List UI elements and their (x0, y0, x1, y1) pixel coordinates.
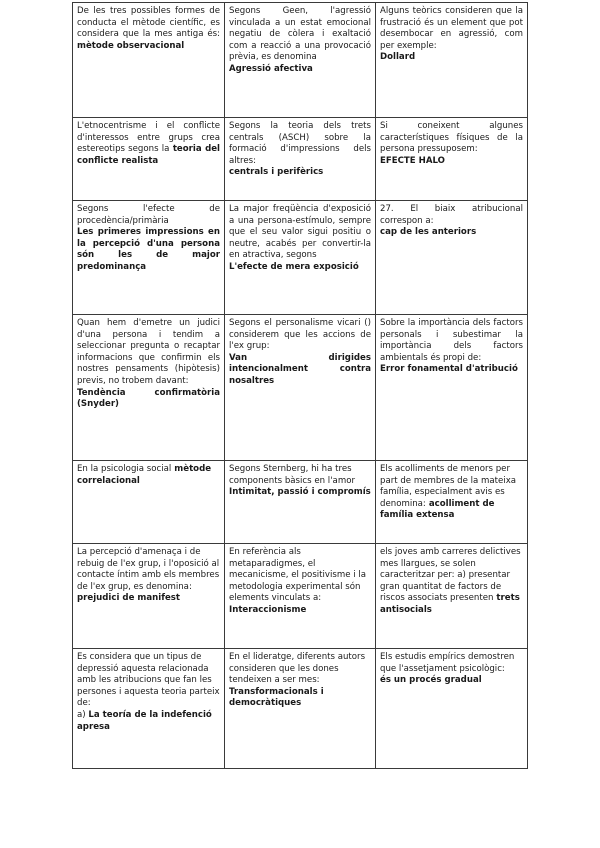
question-text: Els estudis empírics demostren que l'assetjament psicològic: (380, 652, 515, 674)
answer-text: La teoría de la indefenció apresa (77, 709, 212, 732)
table-cell (73, 315, 225, 461)
question-text: 27. El biaix atribucional correspon a: (380, 204, 523, 226)
table-row (73, 649, 528, 769)
answer-text: Van dirigides intencionalment contra nosaltres (229, 352, 371, 386)
question-text: L'etnocentrisme i el conflicte d'interessos entre grups crea estereotips segons la (77, 121, 220, 155)
table-row (73, 315, 528, 461)
table-row (73, 201, 528, 315)
answer-text: L'efecte de mera exposició (229, 261, 359, 272)
question-text: La major freqüència d'exposició a una persona-estímulo, sempre que el seu valor sigui positiu o neutre, acabés per convertir-la en atractiva, segons (229, 204, 371, 261)
table-cell (73, 118, 225, 201)
table-cell (225, 544, 376, 649)
answer-text: Tendència confirmatòria (Snyder) (77, 387, 220, 410)
answer-text: EFECTE HALO (380, 155, 445, 166)
table-row (73, 461, 528, 544)
answer-text: Dollard (380, 52, 416, 63)
answer-prefix: a) (77, 709, 89, 720)
table-cell (376, 649, 528, 769)
answer-text: Transformacionals i democràtiques (229, 686, 324, 709)
answer-text: teoria del conflicte realista (77, 144, 220, 166)
table-cell (376, 315, 528, 461)
question-text: Sobre la importància dels factors personals i subestimar la importància dels factors ambientals és propi de: (380, 318, 523, 363)
answer-text: acolliment de família extensa (380, 498, 495, 521)
answer-text: Intimitat, passió i compromís (229, 487, 371, 498)
answer-text: Agressió afectiva (229, 63, 313, 74)
question-text: Segons el personalisme vicari () considerem que les accions de l'ex grup: (229, 318, 371, 352)
question-text: Alguns teòrics consideren que la frustració és un element que pot desembocar en agressió, com per exemple: (380, 6, 523, 51)
answer-text: trets antisocials (380, 593, 520, 615)
question-text: La percepció d'amenaça i de rebuig de l'ex grup, i l'oposició al contacte íntim amb els membres de l'ex grup, es denomina: (77, 547, 220, 592)
answer-text: prejudici de manifest (77, 593, 180, 604)
question-text: En el lideratge, diferents autors consideren que les dones tendeixen a ser mes: (229, 652, 366, 686)
question-text: Segons Geen, l'agressió vinculada a un estat emocional negatiu de còlera i exaltació com a reacció a una provocació prèvia, es denomina (229, 6, 371, 63)
question-text: Si coneixent algunes característiques físiques de la persona pressuposem: (380, 121, 523, 155)
table-cell (376, 3, 528, 118)
answer-text: és un procés gradual (380, 675, 482, 686)
table-row (73, 118, 528, 201)
table-cell (225, 461, 376, 544)
quiz-table (72, 2, 528, 769)
question-text: En la psicologia social (77, 464, 172, 474)
table-cell (225, 315, 376, 461)
answer-text: Error fonamental d'atribució (380, 364, 518, 375)
question-text: Segons la teoria dels trets centrals (ASCH) sobre la formació d'impressions dels altres: (229, 121, 371, 166)
table-cell (225, 3, 376, 118)
table-cell (225, 118, 376, 201)
question-text: Quan hem d'emetre un judici d'una persona i tendim a seleccionar pregunta o recaptar informacions que confirmin els nostres pensaments (hipòtesis) previs, no trobem davant: (77, 318, 220, 386)
question-text: Segons l'efecte de procedència/primària (77, 204, 220, 226)
table-cell (73, 649, 225, 769)
table-cell (73, 3, 225, 118)
question-text: En referència als metaparadigmes, el mecanicisme, el positivisme i la metodologia experimental són elements vinculats a: (229, 547, 367, 604)
table-cell (73, 461, 225, 544)
question-text: Es considera que un tipus de depressió aquesta relacionada amb les atribucions que fan les persones i aquesta teoria parteix de: (77, 652, 220, 709)
answer-text: mètode correlacional (77, 464, 212, 486)
question-text: els joves amb carreres delictives mes llargues, se solen caracteritzar per: a) presentar gran quantitat de factors de riscos associats presenten (380, 547, 521, 604)
table-cell (73, 201, 225, 315)
answer-text: Les primeres impressions en la percepció d'una persona són les de major predominança (77, 227, 220, 272)
table-cell (376, 544, 528, 649)
answer-text: Interaccionisme (229, 604, 307, 615)
table-cell (225, 201, 376, 315)
question-text: Segons Sternberg, hi ha tres components bàsics en l'amor (229, 464, 355, 486)
table-cell (225, 649, 376, 769)
table-cell (73, 544, 225, 649)
answer-text: mètode observacional (77, 40, 185, 51)
answer-text: cap de les anteriors (380, 227, 477, 238)
table-cell (376, 118, 528, 201)
table-cell (376, 201, 528, 315)
table-row (73, 3, 528, 118)
table-cell (376, 461, 528, 544)
question-text: Els acolliments de menors per part de membres de la mateixa família, especialment avis es denomina: (380, 464, 517, 509)
table-row (73, 544, 528, 649)
answer-text: centrals i perifèrics (229, 167, 324, 178)
question-text: De les tres possibles formes de conducta el mètode científic, es considera que la mes antiga és: (77, 6, 220, 40)
